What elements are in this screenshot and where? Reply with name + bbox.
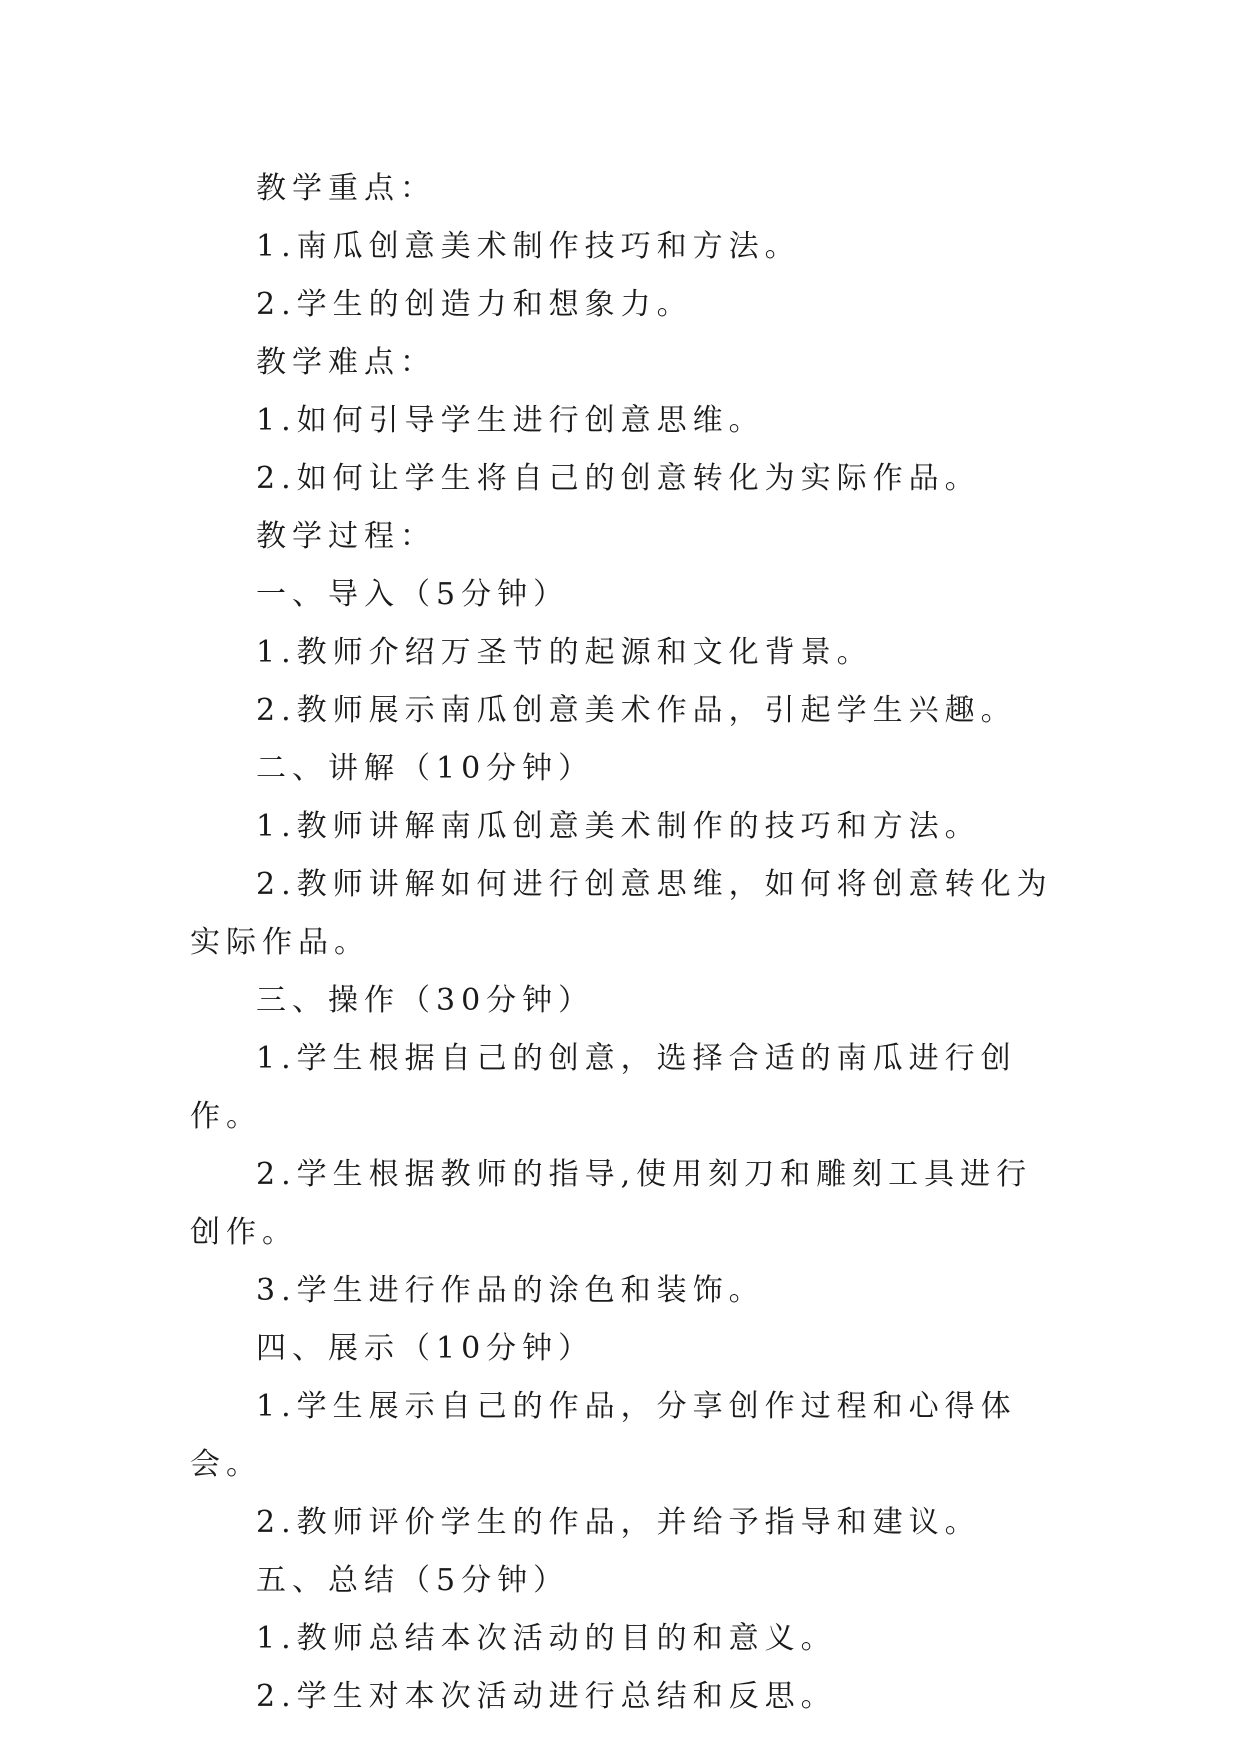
section-intro-heading: 一、导入（5分钟） [256, 577, 570, 612]
explain-item-2: 2.教师讲解如何进行创意思维，如何将创意转化为实际作品。 [190, 867, 1053, 960]
operate-item-3: 3.学生进行作品的涂色和装饰。 [256, 1273, 765, 1308]
section-show-heading: 四、展示（10分钟） [256, 1331, 595, 1366]
focus-item-1: 1.南瓜创意美术制作技巧和方法。 [256, 229, 801, 264]
heading-teaching-difficulty: 教学难点： [256, 345, 436, 380]
section-operate-heading: 三、操作（30分钟） [256, 983, 595, 1018]
difficulty-item-2: 2.如何让学生将自己的创意转化为实际作品。 [256, 461, 981, 496]
summary-item-1: 1.教师总结本次活动的目的和意义。 [256, 1621, 837, 1656]
operate-item-1: 1.学生根据自己的创意，选择合适的南瓜进行创作。 [190, 1041, 1017, 1134]
explain-item-1: 1.教师讲解南瓜创意美术制作的技巧和方法。 [256, 809, 981, 844]
section-summary-heading: 五、总结（5分钟） [256, 1563, 570, 1598]
operate-item-2: 2.学生根据教师的指导,使用刻刀和雕刻工具进行创作。 [190, 1157, 1033, 1250]
document-body [190, 160, 1060, 1726]
focus-item-2: 2.学生的创造力和想象力。 [256, 287, 693, 322]
summary-item-2: 2.学生对本次活动进行总结和反思。 [256, 1679, 837, 1714]
heading-teaching-process: 教学过程： [256, 519, 436, 554]
intro-item-1: 1.教师介绍万圣节的起源和文化背景。 [256, 635, 873, 670]
show-item-2: 2.教师评价学生的作品，并给予指导和建议。 [256, 1505, 981, 1540]
show-item-1: 1.学生展示自己的作品，分享创作过程和心得体会。 [190, 1389, 1017, 1482]
intro-item-2: 2.教师展示南瓜创意美术作品，引起学生兴趣。 [256, 693, 1017, 728]
difficulty-item-1: 1.如何引导学生进行创意思维。 [256, 403, 765, 438]
section-explain-heading: 二、讲解（10分钟） [256, 751, 595, 786]
heading-teaching-focus: 教学重点： [256, 171, 436, 206]
